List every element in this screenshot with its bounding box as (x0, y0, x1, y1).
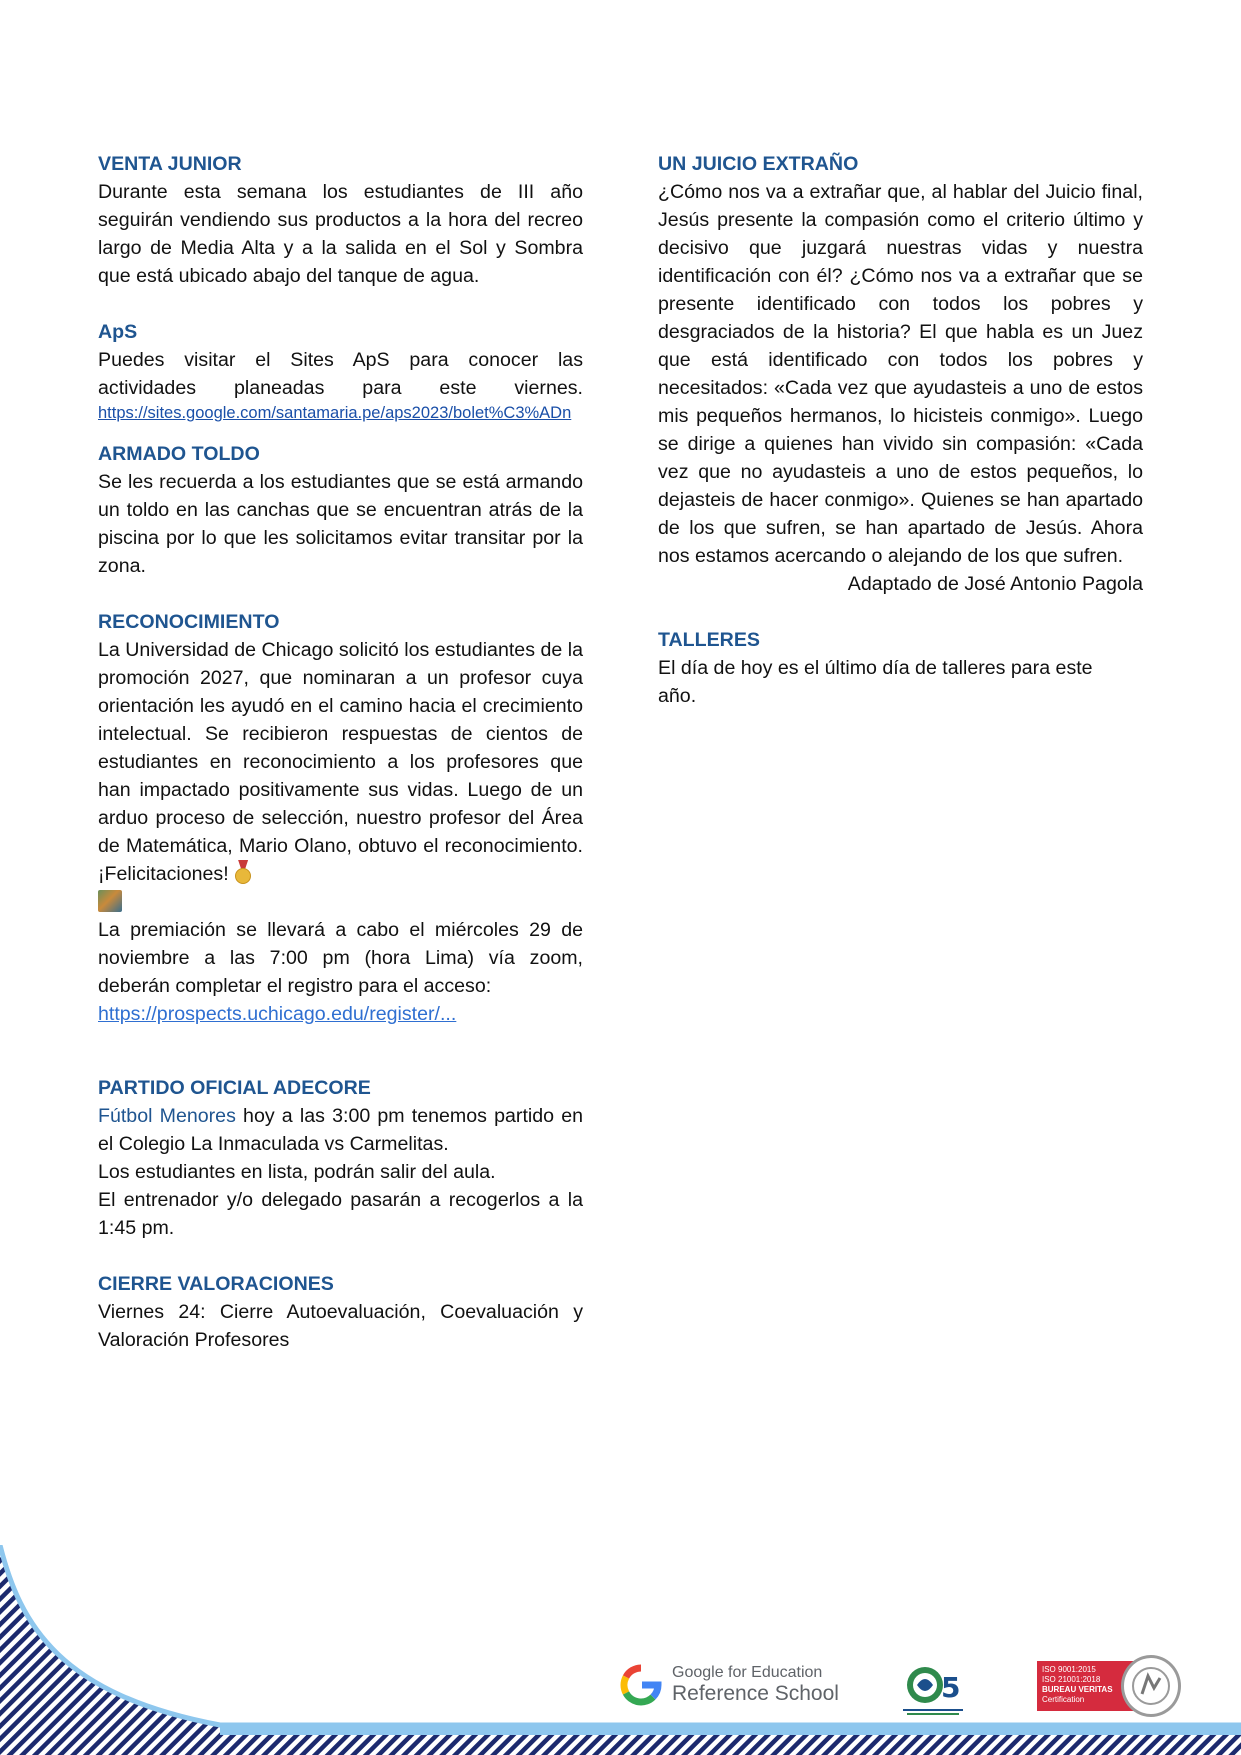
footer-wave-decoration (0, 1545, 1241, 1755)
uchicago-register-link[interactable]: https://prospects.uchicago.edu/register/... (98, 1003, 457, 1025)
section-title: TALLERES (658, 629, 760, 651)
section-armado-toldo (98, 440, 583, 580)
futbol-menores-label: Fútbol Menores (98, 1105, 236, 1127)
section-title: PARTIDO OFICIAL ADECORE (98, 1077, 371, 1099)
section-title: VENTA JUNIOR (98, 153, 242, 175)
certification-text: Certification (1042, 1695, 1085, 1704)
reference-school-text: Reference School (672, 1682, 839, 1706)
section-body: Puedes visitar el Sites ApS para conocer las actividades planeadas para este viernes. (98, 349, 583, 399)
partido-text: hoy a las 3:00 pm tenemos partido en el Colegio La Inmaculada vs Carmelitas. (98, 1105, 584, 1155)
right-column (658, 150, 1143, 710)
section-body-2: La premiación se llevará a cabo el miércoles 29 de noviembre a las 7:00 pm (hora Lima) vía zoom, deberán completar el registro para el acceso: (98, 919, 583, 997)
partido-line-1 (98, 1102, 583, 1158)
reconocimiento-paragraph (98, 636, 583, 888)
section-juicio-extrano (658, 150, 1143, 598)
section-body: La Universidad de Chicago solicitó los estudiantes de la promoción 2027, que nominaran a un profesor cuya orientación les ayudó en el camino hacia el crecimiento intelectual. Se recibieron respuestas de cientos de estudiantes en reconocimiento a los profesores que han impactado positivamente sus vidas. Luego de un arduo proceso de selección, nuestro profesor del Área de Matemática, Mario Olano, obtuvo el reconocimiento. ¡Felicitaciones! (98, 639, 583, 885)
svg-text:5: 5 (941, 1671, 961, 1704)
iso-21001-text: ISO 21001:2018 (1042, 1675, 1101, 1684)
medal-icon (234, 860, 252, 884)
google-g-icon (620, 1664, 662, 1706)
section-cierre-valoraciones (98, 1270, 583, 1354)
section-body: El día de hoy es el último día de talleres para este año. (658, 657, 1093, 707)
section-venta-junior (98, 150, 583, 290)
section-body: Se les recuerda a los estudiantes que se está armando un toldo en las canchas que se encuentran atrás de la piscina por lo que les solicitamos evitar transitar por la zona. (98, 471, 583, 577)
section-partido-oficial (98, 1074, 583, 1242)
partido-line-3: El entrenador y/o delegado pasarán a recogerlos a la 1:45 pm. (98, 1189, 583, 1239)
section-body: Durante esta semana los estudiantes de III año seguirán vendiendo sus productos a la hora del recreo largo de Media Alta y a la salida en el Sol y Sombra que está ubicado abajo del tanque de agua. (98, 181, 583, 287)
section-body: Viernes 24: Cierre Autoevaluación, Coevaluación y Valoración Profesores (98, 1301, 583, 1351)
image-emoji-line (98, 888, 583, 916)
section-reconocimiento (98, 608, 583, 1028)
section-title: UN JUICIO EXTRAÑO (658, 153, 859, 175)
left-column (98, 150, 583, 1354)
iso-9001-text: ISO 9001:2015 (1042, 1665, 1096, 1674)
pacto-educativo-logo (895, 1655, 975, 1715)
section-aps (98, 318, 583, 424)
bureau-veritas-seal-icon (1121, 1655, 1181, 1717)
section-title: ARMADO TOLDO (98, 443, 260, 465)
google-for-education-text: Google for Education (672, 1663, 823, 1681)
section-title: CIERRE VALORACIONES (98, 1273, 334, 1295)
trophy-photo-icon (98, 890, 122, 912)
google-for-education-logo (620, 1655, 850, 1715)
section-body: ¿Cómo nos va a extrañar que, al hablar del Juicio final, Jesús presente la compasión como el criterio último y decisivo que juzgará nuestras vidas y nuestra identificación con él? ¿Cómo nos va a extrañar que se presente identificado con todos los pobres y desgraciados de la historia? El que habla es un Juez que está identificado con todos los pobres y necesitados: «Cada vez que ayudasteis a uno de estos mis pequeños hermanos, lo hicisteis conmigo». Luego se dirige a quienes han vivido sin compasión: «Cada vez que no ayudasteis a uno de estos pequeños, lo dejasteis de hacer conmigo». Quienes se han apartado de los que sufren, se han apartado de Jesús. Ahora nos estamos acercando o alejando de los que sufren. (658, 181, 1143, 567)
section-title: RECONOCIMIENTO (98, 611, 280, 633)
bureau-veritas-text: BUREAU VERITAS (1042, 1685, 1113, 1694)
seal-figure-icon (1124, 1658, 1178, 1714)
attribution: Adaptado de José Antonio Pagola (847, 573, 1143, 595)
pacto-educativo-emblem-icon (895, 1655, 975, 1717)
aps-link[interactable]: https://sites.google.com/santamaria.pe/aps2023/bolet%C3%ADn (98, 404, 572, 422)
partido-line-2: Los estudiantes en lista, podrán salir del aula. (98, 1161, 496, 1183)
section-title: ApS (98, 321, 138, 343)
bureau-veritas-certification-logo (1037, 1655, 1192, 1715)
section-talleres (658, 626, 1143, 710)
